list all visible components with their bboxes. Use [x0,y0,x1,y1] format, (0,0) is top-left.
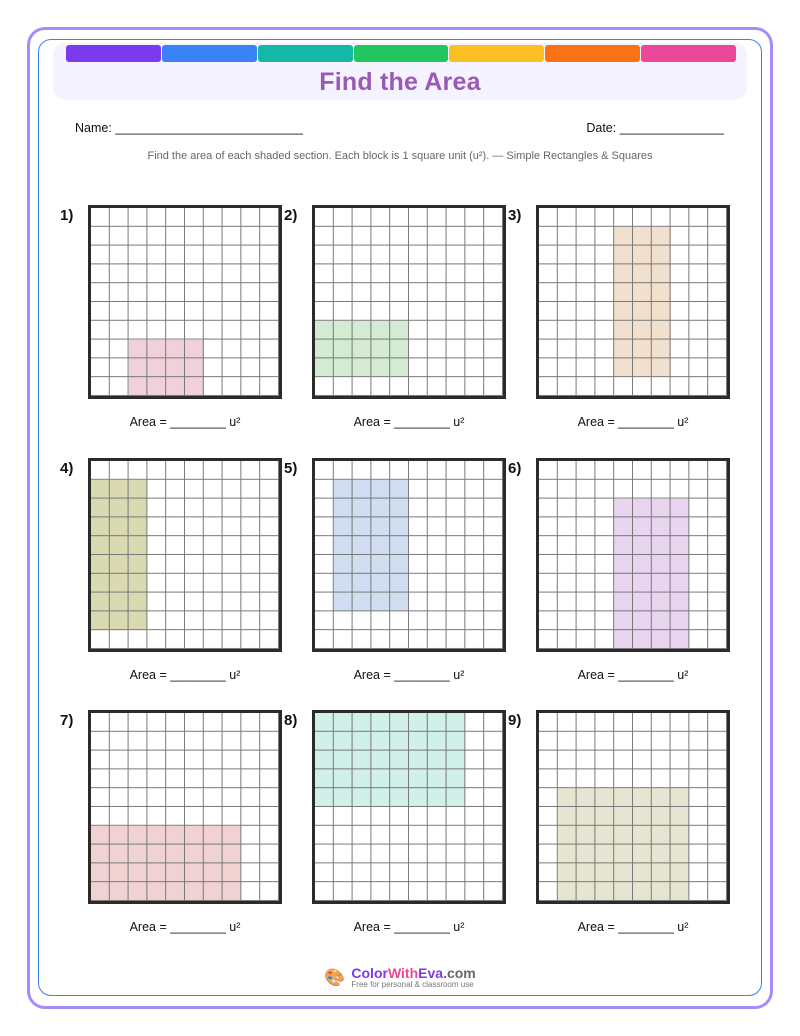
rainbow-color-bar [66,45,736,62]
area-answer-field[interactable]: Area = ________ u² [129,920,241,934]
problem-7 [60,710,312,960]
shaded-region [614,227,670,377]
area-answer-field[interactable]: Area = ________ u² [353,668,465,682]
shaded-region [614,499,689,649]
area-grid [88,710,282,904]
brand-logo-text: ColorWithEva.com [351,965,476,981]
shaded-region [558,788,690,901]
color-bar-segment [66,45,161,62]
date-field[interactable]: Date: _______________ [586,121,724,135]
problem-6 [508,458,760,708]
area-answer-field[interactable]: Area = ________ u² [577,668,689,682]
problem-2 [284,205,536,455]
palette-icon: 🎨 [324,968,346,987]
area-grid [88,458,282,652]
instructions-text: Find the area of each shaded section. Each block is 1 square unit (u²). — Simple Rectangles & Squares [147,150,653,162]
problem-number: 4) [60,460,74,477]
problem-number: 7) [60,712,74,729]
area-answer-field[interactable]: Area = ________ u² [129,668,241,682]
footer-tagline: Free for personal & classroom use [351,980,474,989]
area-grid [312,205,506,399]
problem-5 [284,458,536,708]
shaded-region [315,321,409,377]
color-bar-segment [258,45,353,62]
area-answer-field[interactable]: Area = ________ u² [353,920,465,934]
problem-4 [60,458,312,708]
area-grid [312,710,506,904]
problem-8 [284,710,536,960]
shaded-region [91,480,147,630]
color-bar-segment [354,45,449,62]
area-grid [536,710,730,904]
area-grid [88,205,282,399]
area-grid [536,205,730,399]
name-field[interactable]: Name: ___________________________ [75,121,303,135]
shaded-region [129,340,204,396]
shaded-region [334,480,409,612]
problem-number: 9) [508,712,522,729]
worksheet-title: Find the Area [319,68,481,96]
color-bar-segment [641,45,736,62]
area-answer-field[interactable]: Area = ________ u² [577,415,689,429]
area-answer-field[interactable]: Area = ________ u² [577,920,689,934]
area-answer-field[interactable]: Area = ________ u² [129,415,241,429]
footer [0,966,800,989]
problem-1 [60,205,312,455]
color-bar-segment [545,45,640,62]
shaded-region [315,713,465,807]
problem-number: 5) [284,460,298,477]
problem-number: 1) [60,207,74,224]
problem-9 [508,710,760,960]
problem-number: 2) [284,207,298,224]
color-bar-segment [449,45,544,62]
problem-3 [508,205,760,455]
problem-number: 3) [508,207,522,224]
problem-number: 8) [284,712,298,729]
problem-number: 6) [508,460,522,477]
area-grid [312,458,506,652]
color-bar-segment [162,45,257,62]
area-answer-field[interactable]: Area = ________ u² [353,415,465,429]
area-grid [536,458,730,652]
shaded-region [91,826,241,901]
